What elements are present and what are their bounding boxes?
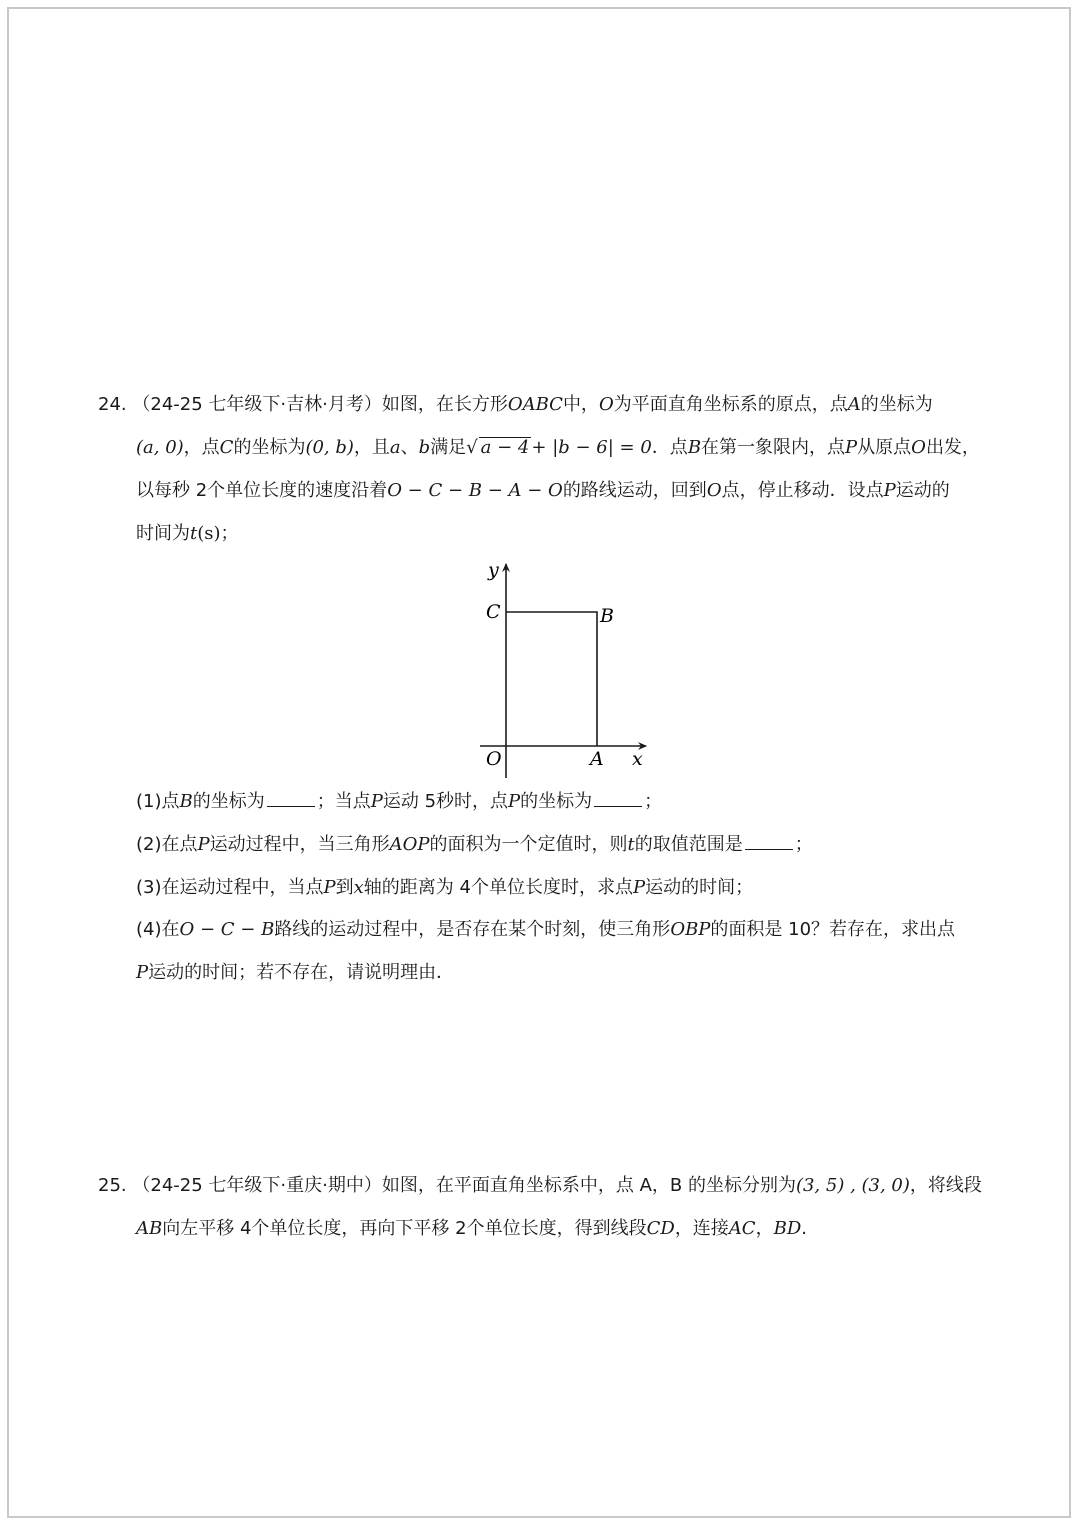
text: 的坐标为 <box>520 791 593 812</box>
text: (1)点 <box>136 791 180 812</box>
label-b: B <box>600 605 614 627</box>
text: 的坐标为 <box>860 394 933 415</box>
text: ，点 <box>183 437 220 458</box>
math: + |b − 6| = 0 <box>531 437 652 458</box>
text: 运动 5秒时，点 <box>382 791 509 812</box>
text: 到 <box>335 877 354 898</box>
rectangle-oabc <box>506 612 597 746</box>
text: 在第一象限内，点 <box>701 437 846 458</box>
text: 路线的运动过程中，是否存在某个时刻，使三角形 <box>274 919 671 940</box>
label-c: C <box>486 601 501 623</box>
math: CD <box>646 1218 675 1239</box>
text: 为平面直角坐标系的原点，点 <box>613 394 848 415</box>
math: (0, b) <box>305 437 354 458</box>
math: OBP <box>670 919 711 940</box>
math: (s) <box>197 523 221 544</box>
text: 向左平移 4个单位长度，再向下平移 2个单位长度，得到线段 <box>162 1218 647 1239</box>
math: O − C − B <box>179 919 275 940</box>
text: ，且 <box>353 437 390 458</box>
math: P <box>883 480 896 501</box>
sqrt-sign: √ <box>466 437 478 458</box>
text: 运动的 <box>895 480 950 501</box>
text: ； <box>220 523 239 544</box>
q24-part-4-cont <box>136 961 454 985</box>
q24-line-1 <box>98 393 933 417</box>
text: 的坐标为 <box>192 791 265 812</box>
math: P <box>370 791 383 812</box>
math: x <box>353 877 364 898</box>
math: P <box>845 437 858 458</box>
label-o: O <box>486 748 502 770</box>
text: 的取值范围是 <box>634 834 743 855</box>
math: P <box>197 834 210 855</box>
math: A <box>847 394 861 415</box>
sqrt-radicand: a − 4 <box>480 437 530 458</box>
text: ； <box>794 834 813 855</box>
q24-line-4 <box>136 522 239 546</box>
q24-number: 24. <box>98 394 127 415</box>
math: P <box>323 877 336 898</box>
label-x: x <box>632 748 643 770</box>
math: B <box>179 791 193 812</box>
label-y: y <box>488 559 499 581</box>
answer-blank <box>594 790 642 807</box>
coordinate-diagram <box>470 556 660 786</box>
label-a: A <box>590 748 604 770</box>
text: 如图，在平面直角坐标系中，点 A，B 的坐标分别为 <box>381 1175 796 1196</box>
text: ；当点 <box>316 791 371 812</box>
text: 的坐标为 <box>233 437 306 458</box>
q25-line-1 <box>98 1174 982 1198</box>
text: 满足 <box>430 437 467 458</box>
text: (3)在运动过程中，当点 <box>136 877 324 898</box>
math: B <box>687 437 702 458</box>
math: OABC <box>507 394 563 415</box>
text: 的路线运动，回到 <box>562 480 707 501</box>
math: a <box>389 437 401 458</box>
math: AB <box>136 1218 163 1239</box>
math: O <box>598 394 614 415</box>
math: BD <box>773 1218 802 1239</box>
math: b <box>418 437 431 458</box>
text: 中， <box>562 394 599 415</box>
math: C <box>219 437 234 458</box>
text: 轴的距离为 4个单位长度时，求点 <box>363 877 633 898</box>
text: 、 <box>400 437 419 458</box>
math: O <box>706 480 722 501</box>
math: O <box>911 437 926 458</box>
math: P <box>136 962 149 983</box>
math: t <box>190 523 198 544</box>
q25-line-2 <box>136 1217 807 1241</box>
answer-blank <box>745 833 793 850</box>
text: 的面积是 10？若存在，求出点 <box>710 919 956 940</box>
text: . <box>801 1218 807 1239</box>
answer-blank <box>267 790 315 807</box>
math: P <box>508 791 521 812</box>
q25-source: （24-25 七年级下·重庆·期中） <box>132 1175 382 1196</box>
text: 的面积为一个定值时，则 <box>429 834 628 855</box>
text: 运动的时间；若不存在，请说明理由． <box>148 962 455 983</box>
math: (3, 5) , (3, 0) <box>795 1175 910 1196</box>
math: t <box>627 834 635 855</box>
text: 以每秒 2个单位长度的速度沿着 <box>136 480 388 501</box>
text: ，连接 <box>674 1218 729 1239</box>
q24-source: （24-25 七年级下·吉林·月考） <box>132 394 382 415</box>
text: ， <box>755 1218 774 1239</box>
text: ．点 <box>651 437 688 458</box>
math: AOP <box>389 834 430 855</box>
math: AC <box>728 1218 756 1239</box>
text: (4)在 <box>136 919 180 940</box>
math: P <box>632 877 646 898</box>
rectangle-figure <box>470 556 660 786</box>
q24-line-2 <box>136 436 980 460</box>
q24-part-3 <box>136 876 753 900</box>
text: 如图，在长方形 <box>381 394 508 415</box>
text: 时间为 <box>136 523 190 544</box>
math: O − C − B − A − O <box>387 480 563 501</box>
q25-number: 25. <box>98 1175 127 1196</box>
text: ，将线段 <box>909 1175 982 1196</box>
q24-part-4 <box>136 918 955 942</box>
text: 运动的时间； <box>645 877 754 898</box>
text: 从原点 <box>857 437 912 458</box>
q24-line-3 <box>136 479 950 503</box>
text: (2)在点 <box>136 834 198 855</box>
text: 点，停止移动．设点 <box>721 480 884 501</box>
math: (a, 0) <box>136 437 184 458</box>
text: 运动过程中，当三角形 <box>209 834 390 855</box>
text: 出发， <box>925 437 980 458</box>
text: ； <box>644 791 663 812</box>
q24-part-2 <box>136 833 813 857</box>
q24-part-1 <box>136 790 662 814</box>
